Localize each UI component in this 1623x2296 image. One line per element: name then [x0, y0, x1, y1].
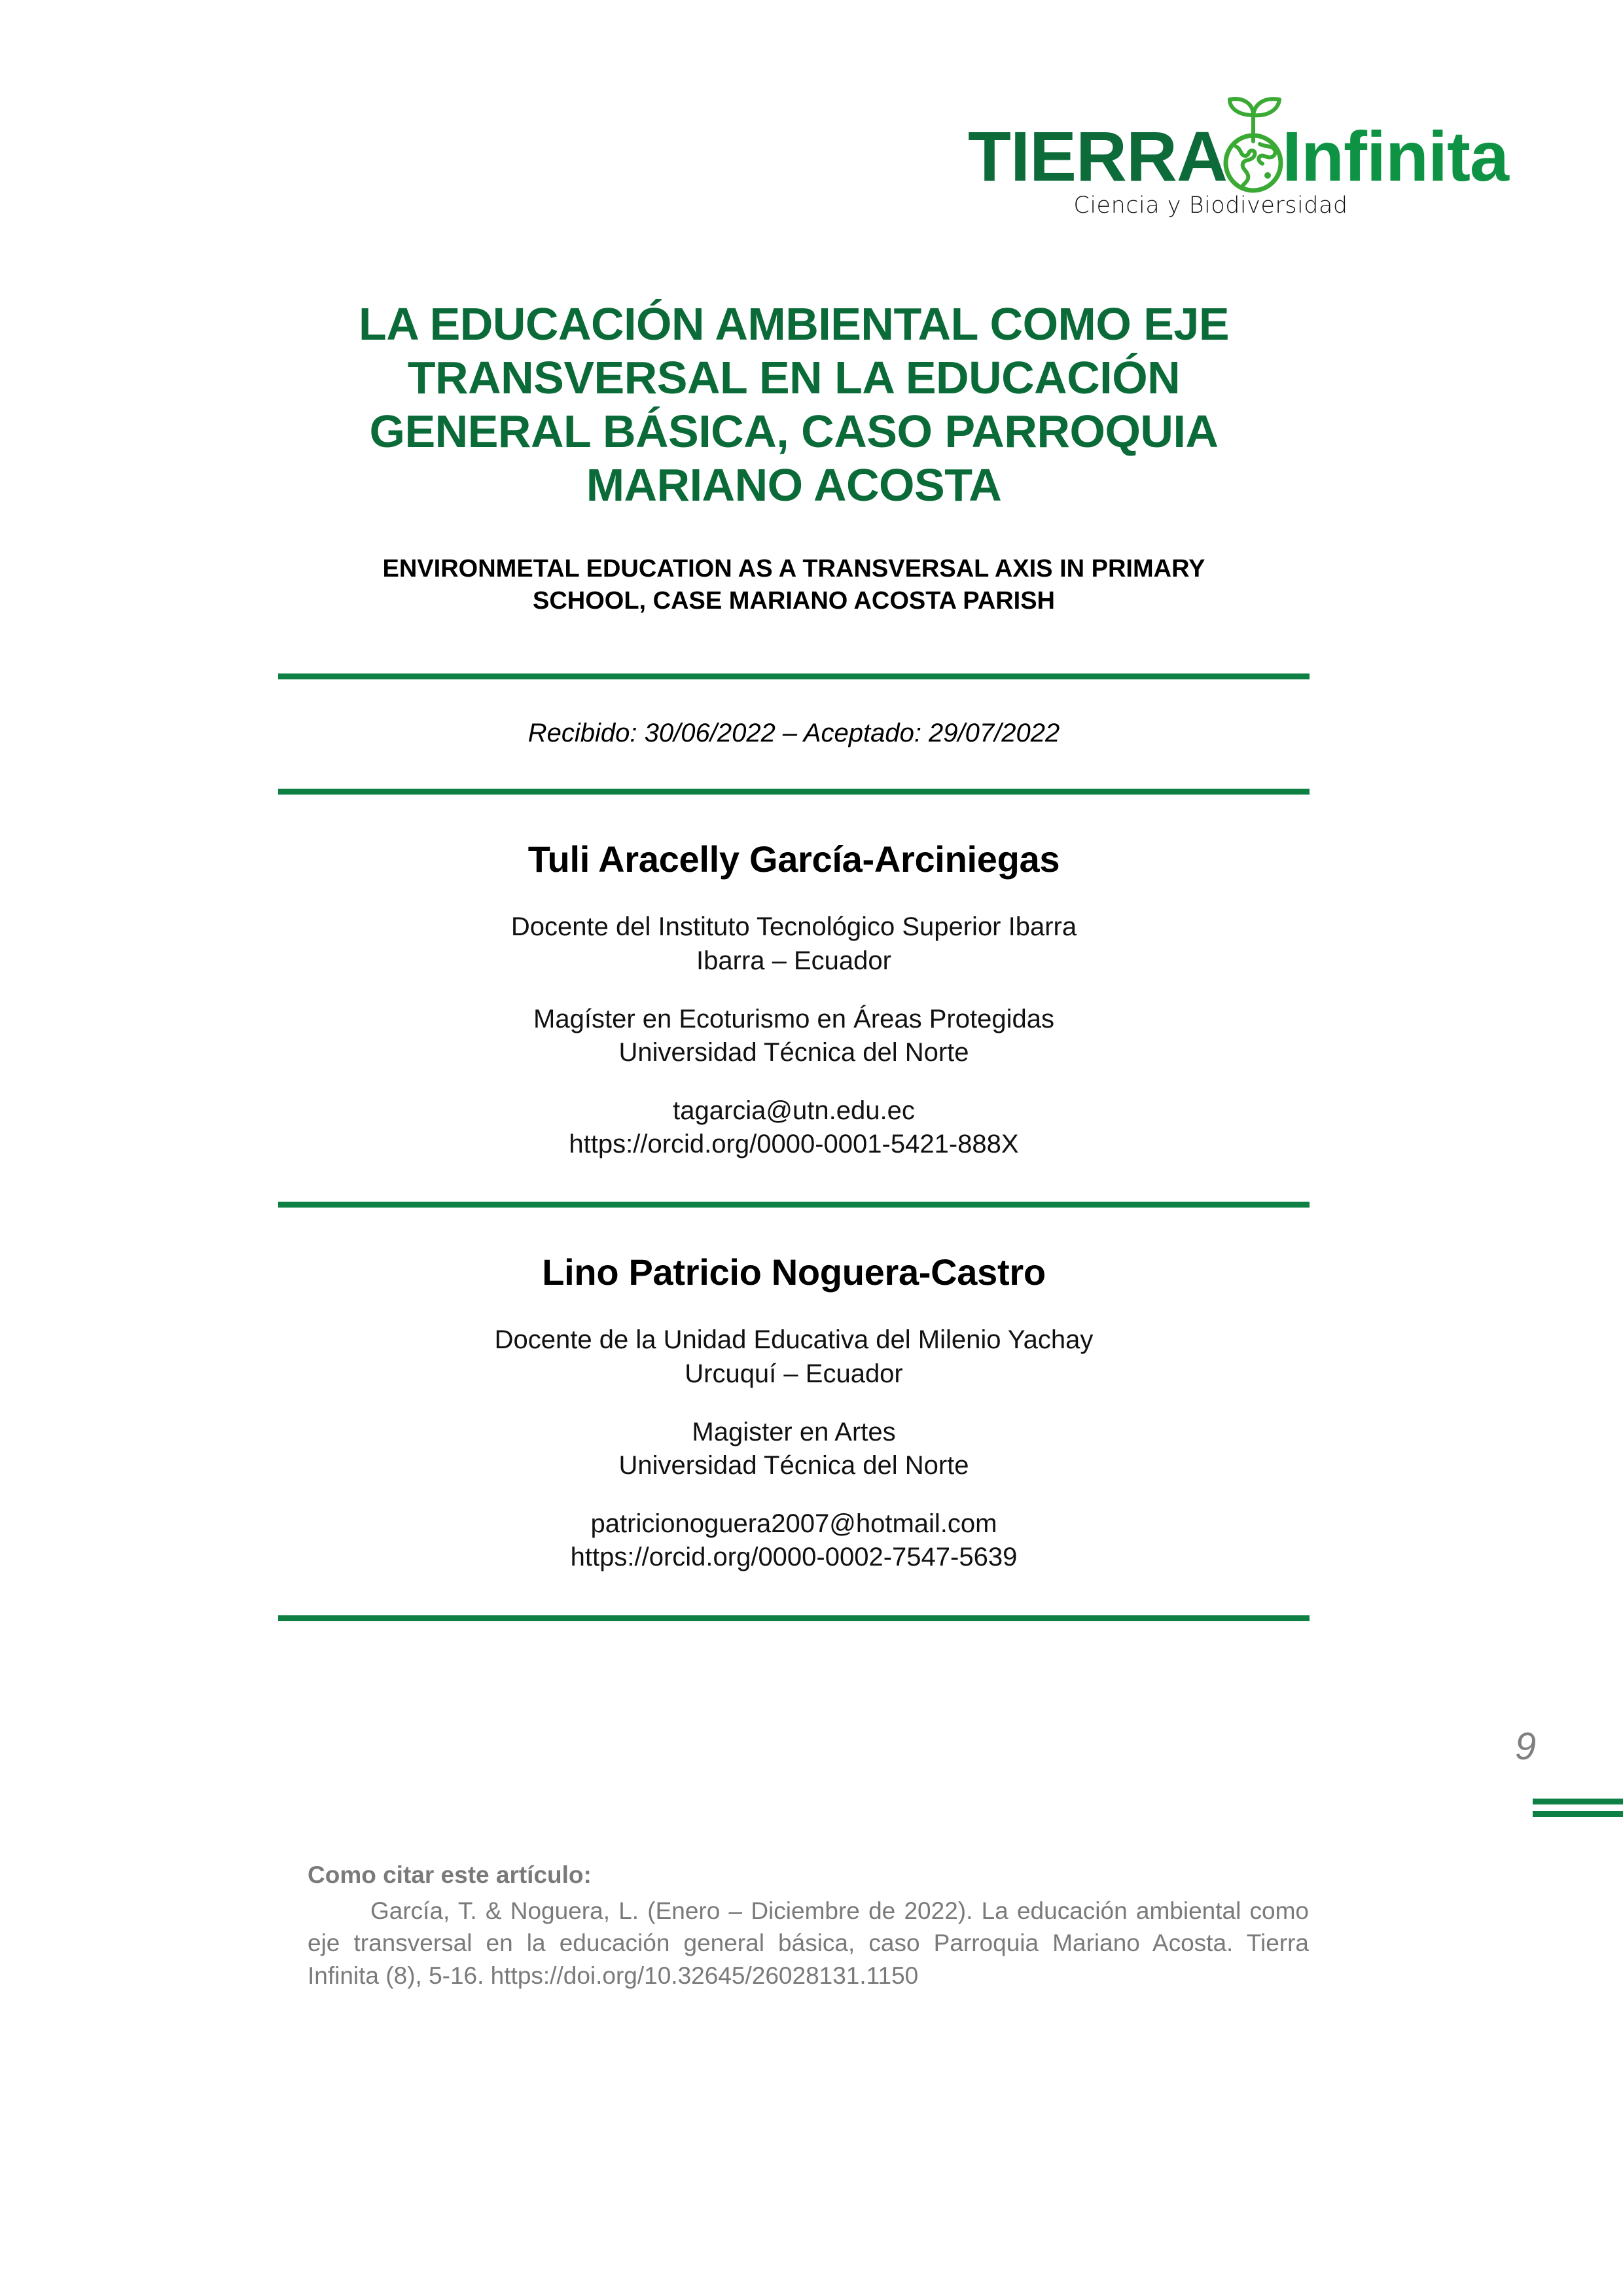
author-affiliation-institution: Docente del Instituto Tecnológico Superior Ibarra — [510, 912, 1077, 942]
spacer — [278, 978, 1310, 1003]
author-affiliation-location: Urcuquí – Ecuador — [685, 1359, 903, 1388]
author-email[interactable]: tagarcia@utn.edu.ec — [673, 1096, 915, 1126]
author-block-2 — [278, 1208, 1310, 1615]
author-affiliation-institution: Docente de la Unidad Educativa del Milenio Yachay — [494, 1325, 1094, 1355]
received-accepted-dates: Recibido: 30/06/2022 – Aceptado: 29/07/2022 — [527, 719, 1060, 748]
author-block-1 — [278, 795, 1310, 1202]
page-title: LA EDUCACIÓN AMBIENTAL COMO EJE TRANSVERSAL EN LA EDUCACIÓN GENERAL BÁSICA, CASO PARROQUIA MARIANO ACOSTA — [358, 298, 1230, 511]
divider-between-authors — [278, 1202, 1310, 1208]
logo-word-tierra: TIERRA — [968, 117, 1228, 196]
author-degree: Magíster en Ecoturismo en Áreas Protegidas — [533, 1004, 1054, 1033]
divider-below-dates — [278, 789, 1310, 795]
author-name: Tuli Aracelly García-Arciniegas — [527, 838, 1060, 880]
journal-logo — [968, 117, 1508, 236]
divider-above-dates — [278, 673, 1310, 679]
author-name: Lino Patricio Noguera-Castro — [542, 1251, 1046, 1293]
page-rule-bottom — [1533, 1811, 1623, 1817]
author-degree: Magister en Artes — [692, 1417, 896, 1446]
author-orcid-link[interactable]: https://orcid.org/0000-0002-7547-5639 — [570, 1543, 1018, 1572]
how-to-cite-label: Como citar este artículo: — [308, 1861, 592, 1888]
page-subtitle-english: ENVIRONMETAL EDUCATION AS A TRANSVERSAL AXIS IN PRIMARY SCHOOL, CASE MARIANO ACOSTA PARISH — [382, 554, 1205, 615]
page-number-rules — [1533, 1799, 1623, 1817]
logo-tagline: Ciencia y Biodiversidad — [1073, 192, 1348, 219]
page-rule-top — [1533, 1799, 1623, 1804]
spacer — [278, 1069, 1310, 1094]
page-number: 9 — [1514, 1725, 1537, 1768]
author-degree-university: Universidad Técnica del Norte — [618, 1451, 969, 1480]
globe-sprout-icon — [1218, 96, 1289, 194]
spacer — [278, 1391, 1310, 1416]
article-header — [278, 298, 1310, 1621]
how-to-cite-text: García, T. & Noguera, L. (Enero – Diciembre de 2022). La educación ambiental como eje transversal en la educación general básica, caso Parroquia Mariano Acosta. Tierra Infinita (8), 5-16. https://doi.org/10.32645/26028131.1150 — [308, 1897, 1309, 1989]
author-degree-university: Universidad Técnica del Norte — [618, 1037, 969, 1067]
how-to-cite-block — [308, 1859, 1309, 1992]
spacer — [278, 1482, 1310, 1507]
page-number-marker — [1466, 1725, 1623, 1768]
author-orcid-link[interactable]: https://orcid.org/0000-0001-5421-888X — [569, 1130, 1019, 1159]
logo-wordmark — [968, 117, 1508, 196]
logo-word-infinita: Infinita — [1282, 117, 1508, 196]
author-affiliation-location: Ibarra – Ecuador — [696, 946, 891, 975]
author-email[interactable]: patricionoguera2007@hotmail.com — [590, 1509, 997, 1539]
divider-above-citation — [278, 1615, 1310, 1621]
